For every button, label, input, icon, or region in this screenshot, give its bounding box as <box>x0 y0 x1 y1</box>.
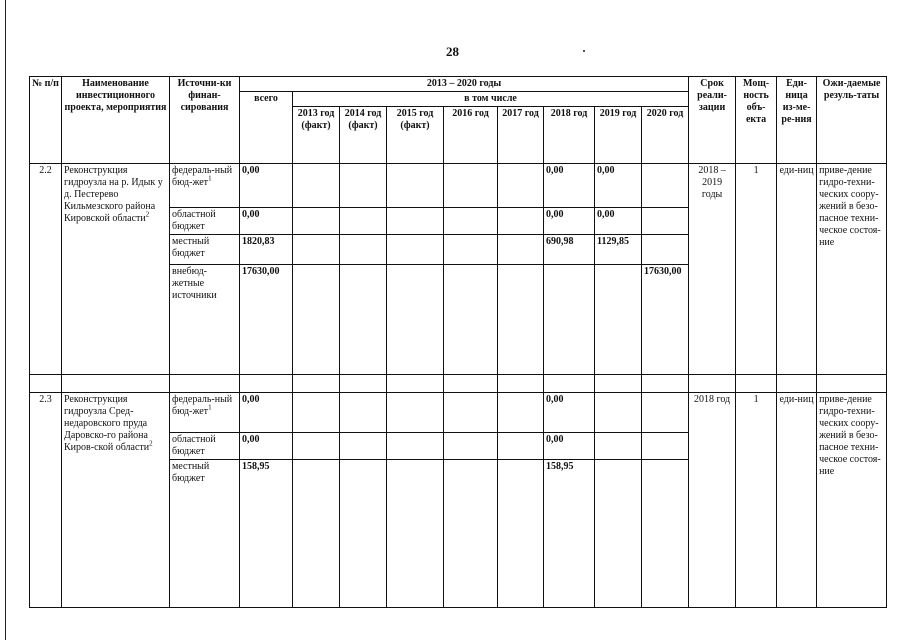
total-cell: 17630,00 <box>240 265 293 375</box>
y2020-cell <box>642 208 689 235</box>
header-num: № п/п <box>30 77 62 164</box>
header-2016: 2016 год <box>444 107 498 164</box>
unit-cell: еди-ниц <box>777 393 817 608</box>
header-name: Наименование инвестиционного проекта, мероприятия <box>62 77 170 164</box>
header-source: Источни-ки финан-сирования <box>170 77 240 164</box>
capacity-cell: 1 <box>736 393 777 608</box>
source-text: федераль-ный бюд-жет <box>172 165 233 188</box>
total-cell: 0,00 <box>240 433 293 460</box>
capacity-cell: 1 <box>736 164 777 375</box>
footnote-mark: 1 <box>208 403 212 412</box>
y2020-cell <box>642 164 689 208</box>
header-2013: 2013 год (факт) <box>293 107 340 164</box>
source-cell: местный бюджет <box>170 460 240 608</box>
y2018-cell: 0,00 <box>544 433 595 460</box>
header-2020: 2020 год <box>642 107 689 164</box>
y2019-cell: 1129,85 <box>595 235 642 265</box>
source-cell: внебюд-жетные источники <box>170 265 240 375</box>
header-2018: 2018 год <box>544 107 595 164</box>
total-cell: 158,95 <box>240 460 293 608</box>
y2018-cell: 690,98 <box>544 235 595 265</box>
y2018-cell: 158,95 <box>544 460 595 608</box>
y2019-cell <box>595 265 642 375</box>
project-name <box>62 393 170 608</box>
total-cell: 0,00 <box>240 208 293 235</box>
y2019-cell: 0,00 <box>595 208 642 235</box>
project-num: 2.3 <box>30 393 62 608</box>
source-cell: областной бюджет <box>170 208 240 235</box>
project-name-text: Реконструкция гидроузла на р. Идык у д. Пестерево Кильмезского района Кировской области <box>64 165 163 224</box>
y2018-cell: 0,00 <box>544 208 595 235</box>
project-num: 2.2 <box>30 164 62 375</box>
source-cell: местный бюджет <box>170 235 240 265</box>
result-cell: приве-дение гидро-техни-ческих соору-жений в безо-пасное техни-ческое состоя-ние <box>817 164 887 375</box>
total-cell: 0,00 <box>240 393 293 433</box>
project-name-text: Реконструкция гидроузла Сред-недаровского пруда Даровско-го района Киров-ской области <box>64 394 150 453</box>
total-cell: 0,00 <box>240 164 293 208</box>
y2020-cell: 17630,00 <box>642 265 689 375</box>
page-number: 28 <box>446 44 459 59</box>
header-unit: Еди-ница из-ме-ре-ния <box>777 77 817 164</box>
source-text: федераль-ный бюд-жет <box>172 394 233 417</box>
header-2017: 2017 год <box>498 107 544 164</box>
source-cell <box>170 164 240 208</box>
y2019-cell: 0,00 <box>595 164 642 208</box>
project-name <box>62 164 170 375</box>
footnote-mark: 2 <box>149 439 153 448</box>
y2020-cell <box>642 235 689 265</box>
scan-edge-line <box>5 0 6 640</box>
investment-table <box>29 76 887 608</box>
header-term: Срок реали-зации <box>689 77 736 164</box>
spacer-row <box>30 375 887 393</box>
source-cell <box>170 393 240 433</box>
header-2019: 2019 год <box>595 107 642 164</box>
total-cell: 1820,83 <box>240 235 293 265</box>
header-including: в том числе <box>293 92 689 107</box>
header-period: 2013 – 2020 годы <box>240 77 689 92</box>
header-row-1 <box>30 77 887 92</box>
result-cell: приве-дение гидро-техни-ческих соору-жений в безо-пасное техни-ческое состоя-ние <box>817 393 887 608</box>
y2018-cell: 0,00 <box>544 164 595 208</box>
scan-speck <box>583 50 585 52</box>
footnote-mark: 1 <box>208 174 212 183</box>
source-cell: областной бюджет <box>170 433 240 460</box>
table-row <box>30 393 887 433</box>
header-total: всего <box>240 92 293 164</box>
y2018-cell: 0,00 <box>544 393 595 433</box>
table-row <box>30 164 887 208</box>
header-2014: 2014 год (факт) <box>340 107 387 164</box>
term-cell: 2018 год <box>689 393 736 608</box>
header-result: Ожи-даемые резуль-таты <box>817 77 887 164</box>
unit-cell: еди-ниц <box>777 164 817 375</box>
header-capacity: Мощ-ность объ-екта <box>736 77 777 164</box>
header-2015: 2015 год (факт) <box>387 107 444 164</box>
term-cell: 2018 – 2019 годы <box>689 164 736 375</box>
y2018-cell <box>544 265 595 375</box>
footnote-mark: 2 <box>145 210 150 219</box>
